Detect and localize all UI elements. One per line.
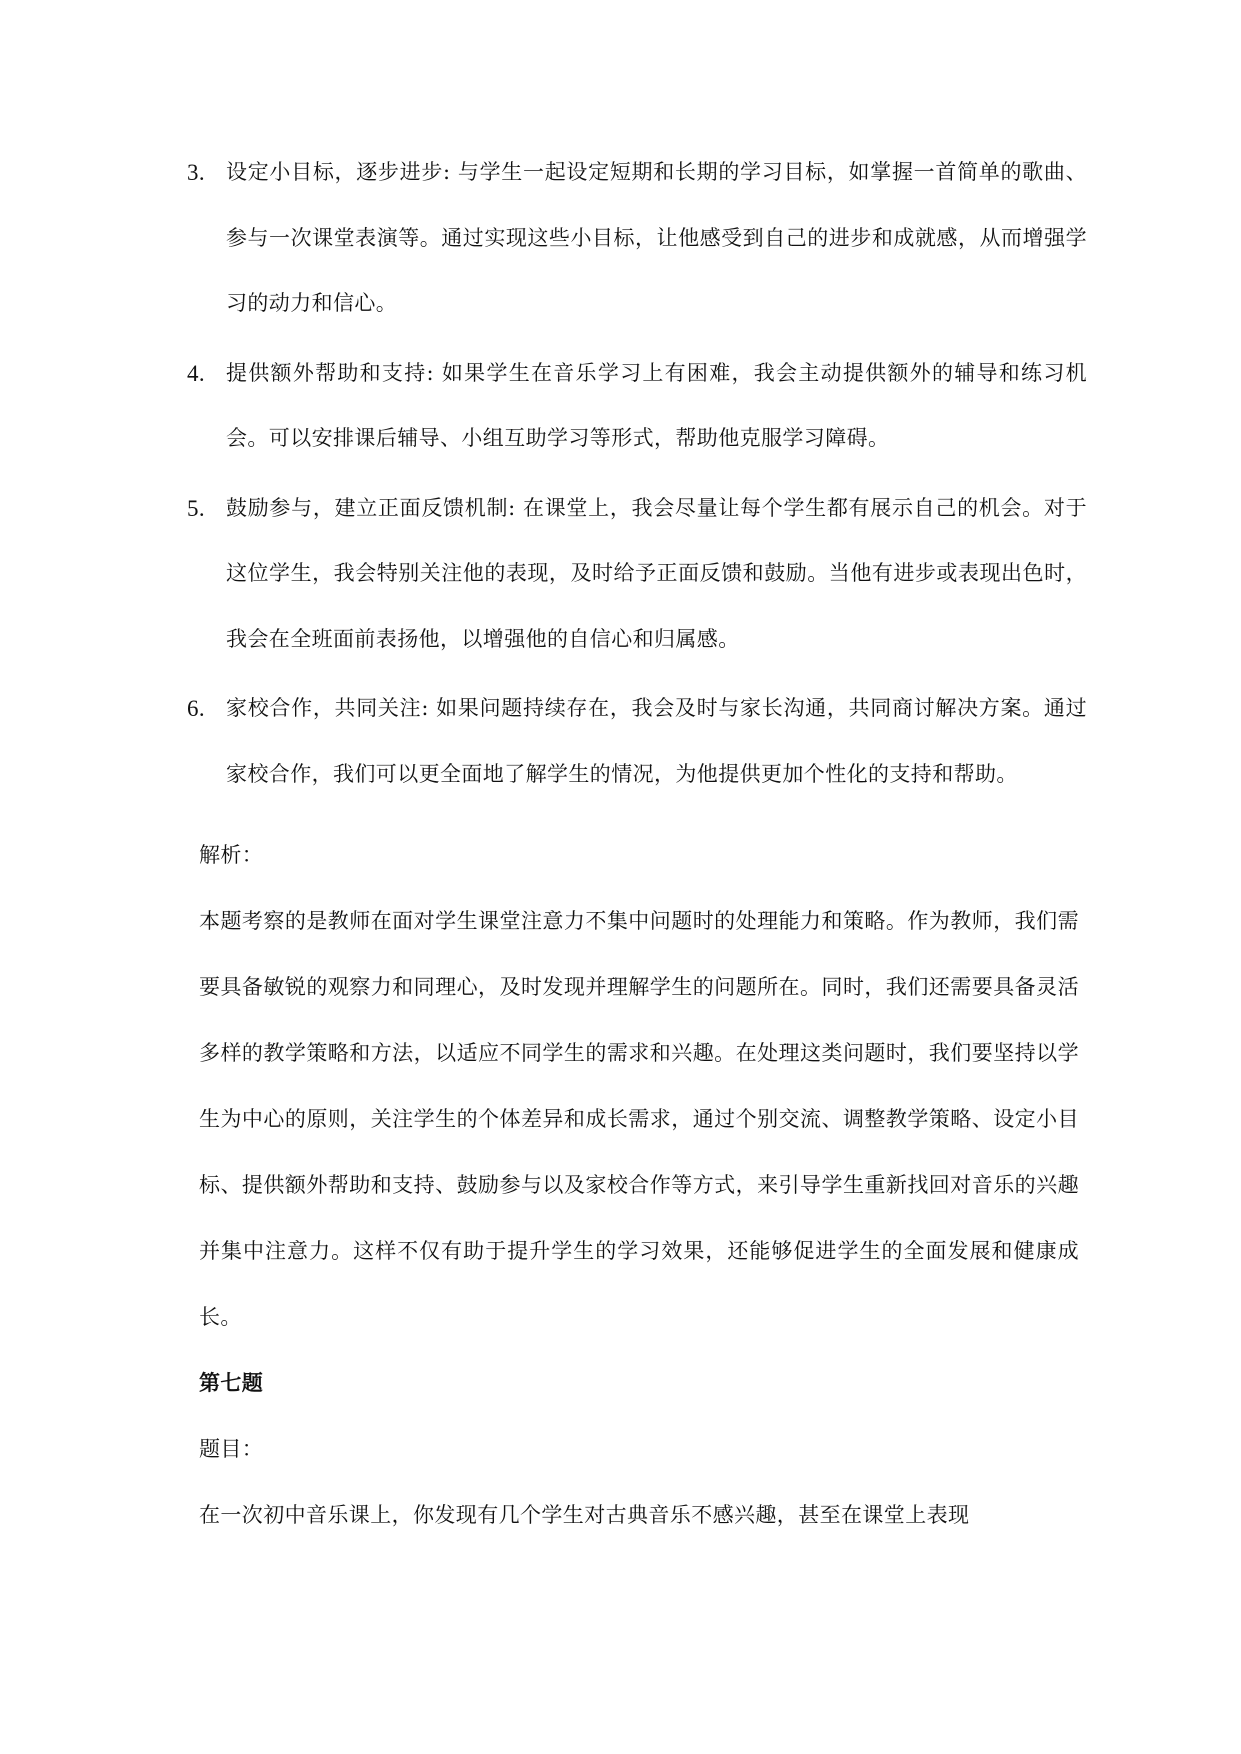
question-heading: 第七题 <box>199 1370 264 1395</box>
list-item-number: 5. <box>187 495 206 521</box>
analysis-label: 解析： <box>199 843 264 867</box>
analysis-section <box>199 822 1079 1548</box>
list-item-text: 提供额外帮助和支持: 如果学生在音乐学习上有困难，我会主动提供额外的辅导和练习机会。可以安排课后辅导、小组互助学习等形式，帮助他克服学习障碍。 <box>226 360 1087 450</box>
list-item <box>187 476 1087 673</box>
answer-list <box>187 140 1087 811</box>
list-item-text: 设定小目标，逐步进步: 与学生一起设定短期和长期的学习目标，如掌握一首简单的歌曲、参与一次课堂表演等。通过实现这些小目标，让他感受到自己的进步和成就感，从而增强学习的动力和信心。 <box>226 160 1087 315</box>
list-item-text: 鼓励参与，建立正面反馈机制: 在课堂上，我会尽量让每个学生都有展示自己的机会。对于这位学生，我会特别关注他的表现，及时给予正面反馈和鼓励。当他有进步或表现出色时，我会在全班面前表扬他，以增强他的自信心和归属感。 <box>226 495 1087 651</box>
list-item-number: 6. <box>187 696 206 721</box>
list-item <box>187 676 1087 807</box>
question-label: 题目： <box>199 1437 264 1461</box>
list-item-number: 3. <box>187 160 206 185</box>
list-item-text: 家校合作，共同关注: 如果问题持续存在，我会及时与家长沟通，共同商讨解决方案。通过家校合作，我们可以更全面地了解学生的情况，为他提供更加个性化的支持和帮助。 <box>226 696 1087 786</box>
analysis-text: 本题考察的是教师在面对学生课堂注意力不集中问题时的处理能力和策略。作为教师，我们需要具备敏锐的观察力和同理心，及时发现并理解学生的问题所在。同时，我们还需要具备灵活多样的教学策略和方法，以适应不同学生的需求和兴趣。在处理这类问题时，我们要坚持以学生为中心的原则，关注学生的个体差异和成长需求，通过个别交流、调整教学策略、设定小目标、提供额外帮助和支持、鼓励参与以及家校合作等方式，来引导学生重新找回对音乐的兴趣并集中注意力。这样不仅有助于提升学生的学习效果，还能够促进学生的全面发展和健康成长。 <box>199 909 1079 1329</box>
question-text: 在一次初中音乐课上，你发现有几个学生对古典音乐不感兴趣，甚至在课堂上表现 <box>199 1503 970 1527</box>
list-item <box>187 140 1087 337</box>
list-item-number: 4. <box>187 360 206 386</box>
list-item <box>187 341 1087 472</box>
